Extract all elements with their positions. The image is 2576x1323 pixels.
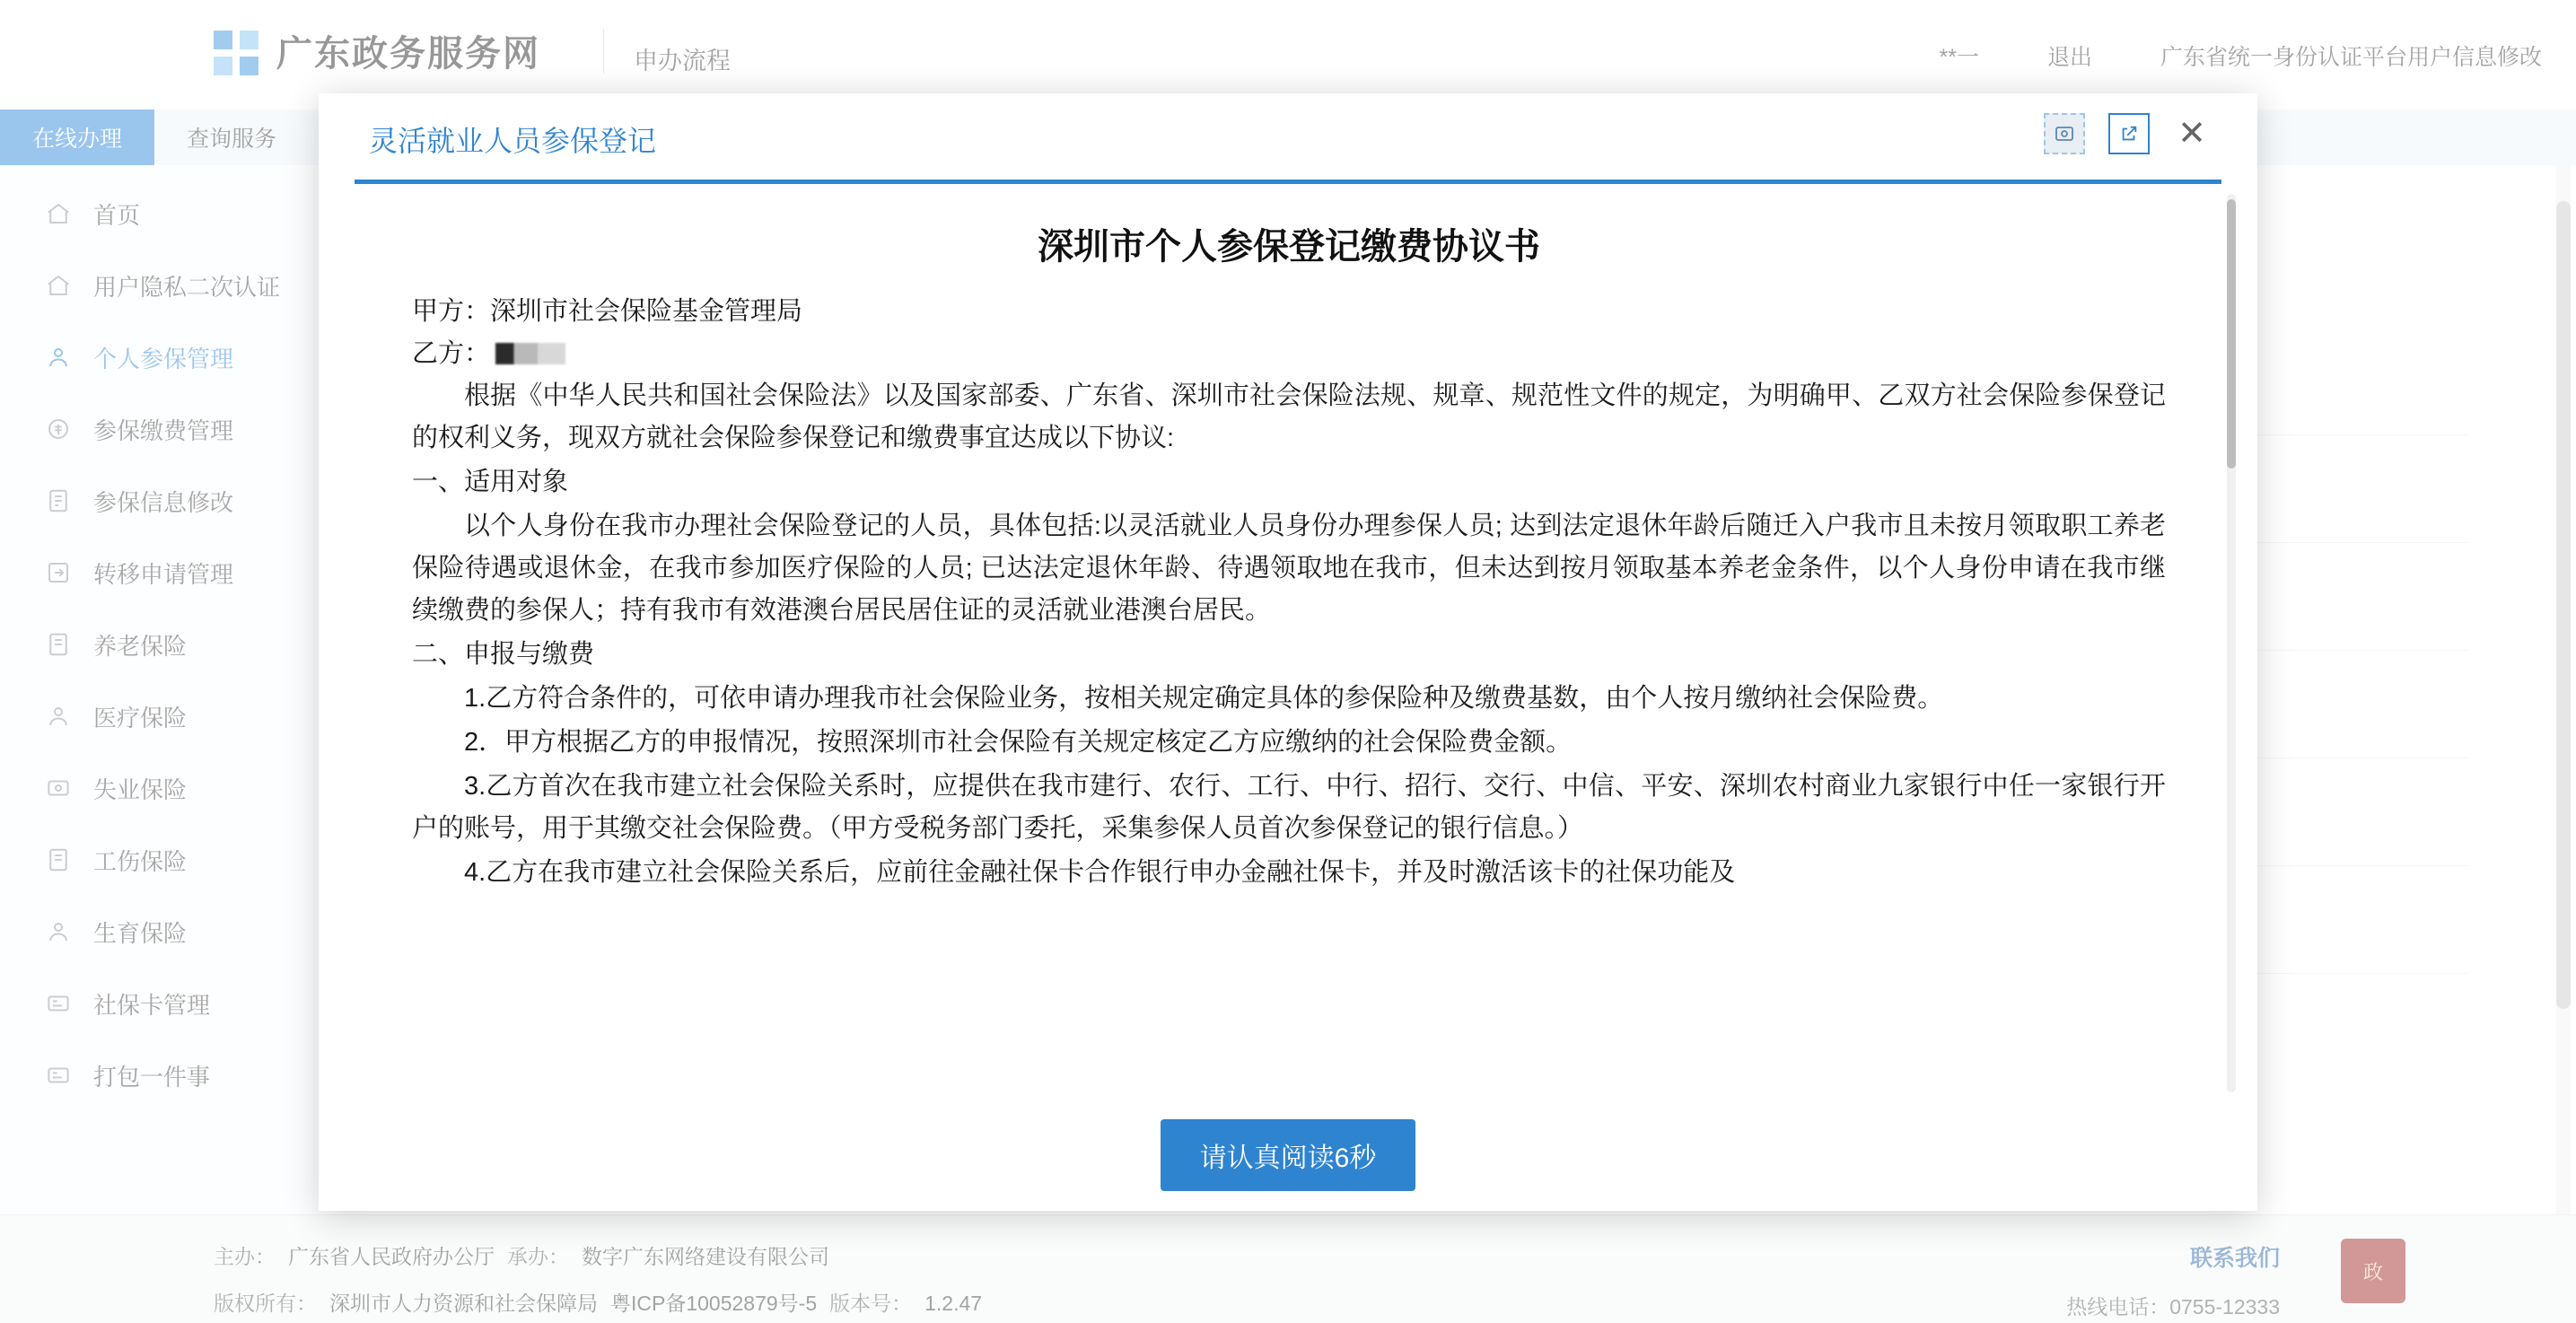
- agreement-document: [355, 184, 2221, 1100]
- party-b-line: [412, 333, 2166, 375]
- modal-footer: [319, 1100, 2257, 1211]
- document-section-heading: 二、申报与缴费: [412, 639, 595, 669]
- party-b-label: 乙方：: [412, 338, 491, 368]
- document-paragraph: 3.乙方首次在我市建立社会保险关系时，应提供在我市建行、农行、工行、中行、招行、交行、中信、平安、深圳农村商业九家银行中任一家银行开户的账号，用于其缴交社会保险费。（甲方受税务部门委托，采集参保人员首次参保登记的银行信息。）: [412, 771, 2166, 843]
- document-paragraph: 根据《中华人民共和国社会保险法》以及国家部委、广东省、深圳市社会保险法规、规章、规范性文件的规定，为明确甲、乙双方社会保险参保登记的权利义务，现双方就社会保险参保登记和缴费事宜达成以下协议:: [412, 381, 2166, 452]
- document-paragraph: 4.乙方在我市建立社会保险关系后，应前往金融社保卡合作银行申办金融社保卡，并及时激活该卡的社保功能及: [464, 857, 1736, 887]
- document-title: 深圳市个人参保登记缴费协议书: [1038, 227, 1540, 267]
- party-a-line: [412, 291, 2166, 333]
- document-section-heading: 一、适用对象: [412, 467, 569, 496]
- modal-title: 灵活就业人员参保登记: [369, 125, 657, 157]
- read-countdown-button[interactable]: 请认真阅读6秒: [1161, 1119, 1416, 1191]
- open-external-icon[interactable]: [2108, 113, 2150, 154]
- screenshot-icon[interactable]: [2044, 113, 2085, 154]
- close-icon[interactable]: ✕: [2177, 115, 2206, 153]
- document-paragraph: 以个人身份在我市办理社会保险登记的人员，具体包括:以灵活就业人员身份办理参保人员; 达到法定退休年龄后随迁入户我市且未按月领取职工养老保险待遇或退休金，在我市参加医疗保险的人员; 已达法定退休年龄、待遇领取地在我市，但未达到按月领取基本养老金条件，以个人身份申请在我市继续缴费的参保人；持有我市有效港澳台居民居住证的灵活就业港澳台居民。: [412, 511, 2166, 625]
- agreement-modal: [319, 93, 2257, 1211]
- party-a-value: 深圳市社会保险基金管理局: [490, 297, 803, 326]
- party-b-redacted-value: [495, 343, 565, 364]
- modal-scrollbar-thumb[interactable]: [2227, 199, 2236, 469]
- modal-header: [319, 93, 2257, 180]
- modal-toolbar: [2044, 113, 2211, 154]
- document-paragraph: 2．甲方根据乙方的申报情况，按照深圳市社会保险有关规定核定乙方应缴纳的社会保险费金额。: [464, 727, 1573, 757]
- document-paragraph: 1.乙方符合条件的，可依申请办理我市社会保险业务，按相关规定确定具体的参保险种及缴费基数，由个人按月缴纳社会保险费。: [464, 683, 1944, 713]
- party-a-label: 甲方：: [412, 297, 491, 326]
